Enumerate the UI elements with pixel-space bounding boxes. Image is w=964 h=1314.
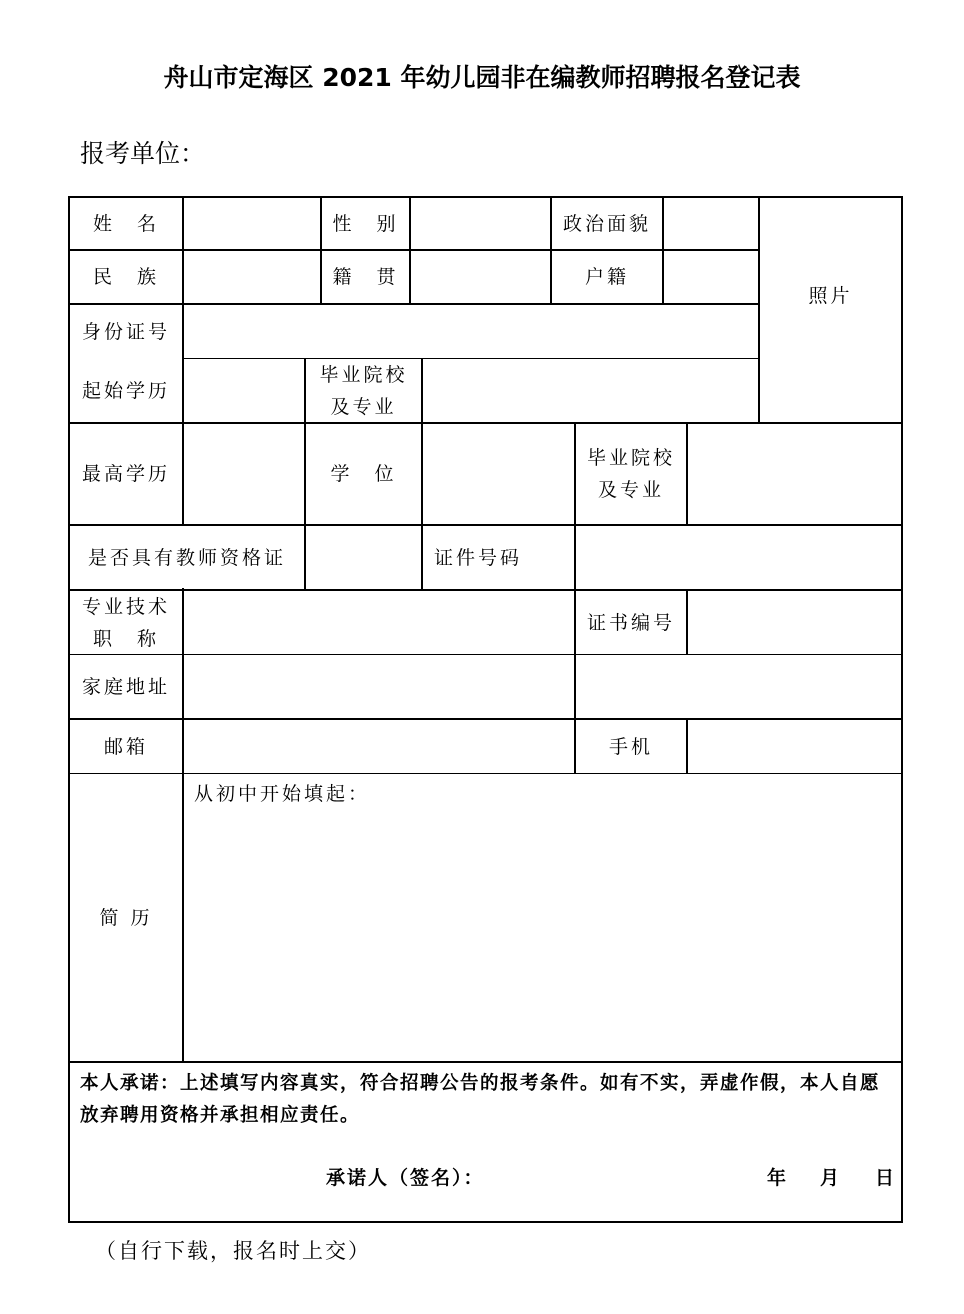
address-field[interactable]: [184, 656, 901, 718]
signer-label: 承诺人（签名）：: [326, 1167, 485, 1189]
mobile-field[interactable]: [688, 720, 901, 773]
label-mobile: 手机: [608, 735, 653, 758]
teacher-cert-field[interactable]: [306, 526, 421, 589]
household-field[interactable]: [664, 251, 758, 303]
resume-field[interactable]: [184, 775, 901, 1061]
cert-no-field[interactable]: [688, 591, 901, 654]
id-number-field[interactable]: [184, 305, 758, 358]
cert-number-field[interactable]: [576, 526, 901, 589]
label-line: 职 称: [92, 627, 159, 650]
grad-school-1-field[interactable]: [423, 360, 758, 422]
label-resume: 简 历: [99, 907, 153, 929]
label-line: 专业技术: [81, 595, 170, 618]
gender-field[interactable]: [411, 198, 550, 249]
unit-label: 报考单位：: [80, 139, 206, 168]
label-line: 毕业院校: [319, 364, 408, 386]
grid-line: [183, 358, 760, 359]
political-field[interactable]: [664, 198, 758, 249]
label-teacher-cert: 是否具有教师资格证: [87, 546, 286, 569]
label-native-place: 籍 贯: [332, 266, 399, 288]
email-field[interactable]: [184, 720, 574, 773]
page-title: 舟山市定海区 2021 年幼儿园非在编教师招聘报名登记表: [163, 63, 801, 92]
label-gender: 性 别: [332, 212, 399, 235]
label-cert-number: 证件号码: [433, 546, 522, 569]
label-cert-no: 证书编号: [586, 611, 675, 634]
label-household: 户籍: [584, 266, 629, 288]
day-label: 日: [875, 1167, 895, 1189]
label-line: 及专业: [597, 479, 664, 501]
label-line: 及专业: [330, 396, 397, 418]
label-name: 姓 名: [92, 212, 159, 235]
photo-box[interactable]: 照片: [808, 285, 853, 307]
label-line: 毕业院校: [586, 447, 675, 469]
prof-title-field[interactable]: [184, 591, 574, 654]
initial-edu-field[interactable]: [184, 360, 304, 422]
name-field[interactable]: [184, 198, 320, 249]
label-grad-school-2: [576, 424, 686, 524]
native-place-field[interactable]: [411, 251, 550, 303]
label-address: 家庭地址: [81, 676, 170, 698]
pledge-text: 本人承诺：上述填写内容真实，符合招聘公告的报考条件。如有不实，弄虚作假，本人自愿放弃聘用资格并承担相应责任。: [80, 1073, 881, 1126]
ethnicity-field[interactable]: [184, 251, 320, 303]
resume-hint: 从初中开始填起：: [194, 783, 371, 805]
year-label: 年: [767, 1167, 787, 1189]
footer-note: （自行下载，报名时上交）: [95, 1239, 371, 1263]
month-label: 月: [820, 1167, 840, 1189]
label-grad-school-1: [306, 360, 421, 422]
label-initial-edu: 起始学历: [81, 380, 170, 402]
label-political: 政治面貌: [562, 212, 651, 235]
degree-field[interactable]: [423, 424, 574, 524]
grid-line: [68, 654, 903, 655]
label-email: 邮箱: [103, 735, 148, 758]
grid-line: [68, 773, 903, 774]
highest-edu-field[interactable]: [184, 424, 304, 524]
label-degree: 学 位: [330, 463, 397, 485]
label-ethnicity: 民 族: [92, 266, 159, 288]
grid-line: [68, 1061, 903, 1063]
label-prof-title: [70, 591, 182, 654]
grad-school-2-field[interactable]: [688, 424, 901, 524]
label-id-number: 身份证号: [81, 320, 170, 343]
label-highest-edu: 最高学历: [81, 463, 170, 485]
